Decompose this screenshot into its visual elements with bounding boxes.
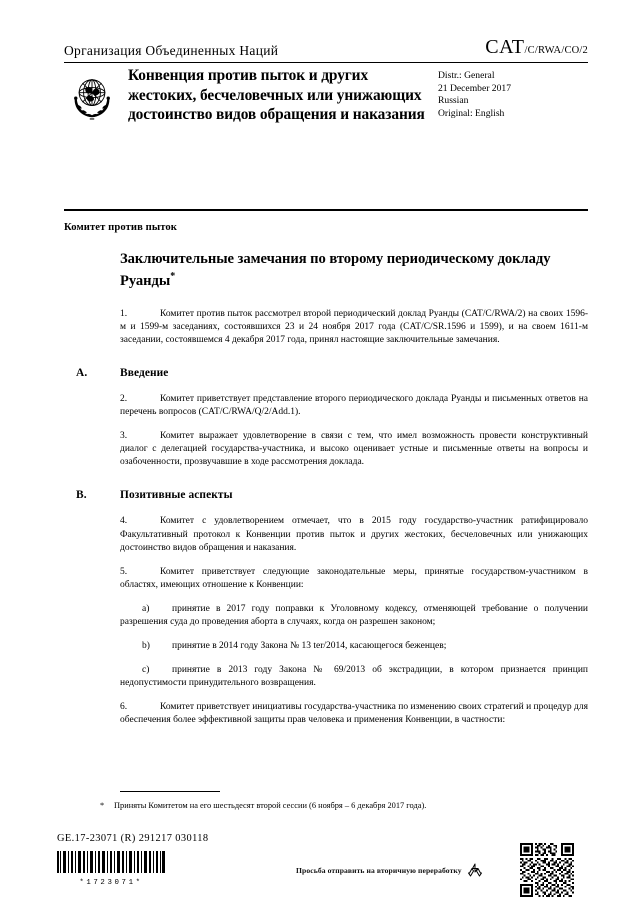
header-separator-rule <box>64 209 588 211</box>
document-symbol-main: CAT <box>485 36 525 58</box>
distribution-box <box>438 66 588 120</box>
un-emblem <box>64 68 120 124</box>
paragraph-1 <box>64 308 588 347</box>
title-band <box>64 66 588 125</box>
distr-date: 21 December 2017 <box>438 82 511 94</box>
paragraph-5 <box>64 566 588 592</box>
masthead-rule <box>64 62 588 63</box>
paragraph-5b-letter: b) <box>142 641 150 652</box>
section-b-title: Позитивные аспекты <box>120 489 233 502</box>
paragraph-4-number: 4. <box>120 516 128 527</box>
paragraph-5c-text: принятие в 2013 году Закона № 69/2013 об экстрадиции, в котором признается принцип недопустимости принудительного возвращения. <box>120 665 588 689</box>
title-footnote-mark: * <box>170 271 176 283</box>
paragraph-5a <box>64 603 588 629</box>
section-a-title: Введение <box>120 366 169 379</box>
footnote-text: Приняты Комитетом на его шестьдесят второй сессии (6 ноября – 6 декабря 2017 года). <box>114 801 427 810</box>
paragraph-6-number: 6. <box>120 702 128 713</box>
organization-name: Организация Объединенных Наций <box>64 43 279 58</box>
barcode <box>57 851 165 887</box>
paragraph-5-text: Комитет приветствует следующие законодательные меры, принятые государством-участником в областях, имеющих отношение к Конвенции: <box>120 566 588 590</box>
paragraph-4-text: Комитет с удовлетворением отмечает, что в 2015 году государство-участник ратифицировало Факультативный протокол к Конвенции против пыток и других жестоких, бесчеловечных или унижающих достоинство видов обращения и наказания. <box>120 516 588 553</box>
distr-language: Russian <box>438 95 469 107</box>
paragraph-6 <box>64 701 588 727</box>
paragraph-2-text: Комитет приветствует представление второго периодического доклада Руанды и письменных ответов на перечень вопросов (CAT/C/RWA/Q/2/Add.1). <box>120 393 588 418</box>
committee-name: Комитет против пыток <box>64 222 177 233</box>
convention-title: Конвенция против пыток и других жестоких, бесчеловечных или унижающих достоинство видов обращения и наказания <box>128 67 425 124</box>
paragraph-4 <box>64 515 588 554</box>
paragraph-6-text: Комитет приветствует инициативы государства-участника по изменению своих стратегий и процедур для обеспечения более эффективной защиты прав человека и применения Конвенции, в частности: <box>120 702 588 726</box>
paragraph-5c-letter: c) <box>142 665 150 676</box>
paragraph-5c <box>64 664 588 690</box>
paragraph-2-number: 2. <box>120 393 128 404</box>
distr-original: Original: English <box>438 107 505 119</box>
page-title-text: Заключительные замечания по второму периодическому докладу Руанды <box>120 251 551 290</box>
recycle-icon <box>467 862 483 878</box>
paragraph-3 <box>64 430 588 469</box>
footnote <box>100 800 530 812</box>
paragraph-3-number: 3. <box>120 431 128 442</box>
qr-code <box>520 843 574 897</box>
paragraph-3-text: Комитет выражает удовлетворение в связи с тем, что имел возможность провести конструктивный диалог с делегацией государства-участника, и высоко оценивает устные и письменные ответы на вопросы и озабоченности, прозвучавшие в ходе рассмотрения доклада. <box>120 431 588 468</box>
document-body <box>64 250 588 728</box>
paragraph-5a-letter: a) <box>142 603 150 614</box>
distr-general: Distr.: General <box>438 70 495 81</box>
recycle-notice <box>296 862 483 878</box>
page-title <box>64 250 588 291</box>
paragraph-5a-text: принятие в 2017 году поправки к Уголовному кодексу, отменяющей требование о получении разрешения суда до проведения аборта в случаях, когда он разрешен законом; <box>120 603 588 627</box>
section-a-letter: A. <box>76 366 88 379</box>
section-a-heading <box>64 367 588 379</box>
paragraph-5b <box>64 640 588 653</box>
masthead <box>64 36 588 63</box>
footnote-separator <box>120 791 220 792</box>
document-symbol-sub: /C/RWA/CO/2 <box>524 45 588 56</box>
document-symbol <box>485 36 588 59</box>
convention-title-wrap <box>120 66 438 125</box>
paragraph-1-text: Комитет против пыток рассмотрел второй периодический доклад Руанды (CAT/C/RWA/2) на своих 1596-м и 1599-м заседаниях, состоявшихся 23 и 24 ноября 2017 года (CAT/C/SR.1596 и 1599), и на своем 1611-м заседании, состоявшемся 4 декабря 2017 года, принял настоящие заключительные замечания. <box>120 308 588 345</box>
paragraph-2 <box>64 393 588 419</box>
masthead-row <box>64 36 588 62</box>
recycle-text: Просьба отправить на вторичную переработку <box>296 865 462 875</box>
paragraph-5b-text: принятие в 2014 году Закона № 13 ter/2014, касающегося беженцев; <box>172 641 447 652</box>
section-b-heading <box>64 489 588 501</box>
paragraph-1-number: 1. <box>120 308 128 319</box>
job-number: GE.17-23071 (R) 291217 030118 <box>57 833 209 844</box>
section-b-letter: B. <box>76 489 87 502</box>
barcode-digits: *1723071* <box>79 879 143 887</box>
paragraph-5-number: 5. <box>120 566 128 577</box>
footnote-mark: * <box>100 801 105 810</box>
